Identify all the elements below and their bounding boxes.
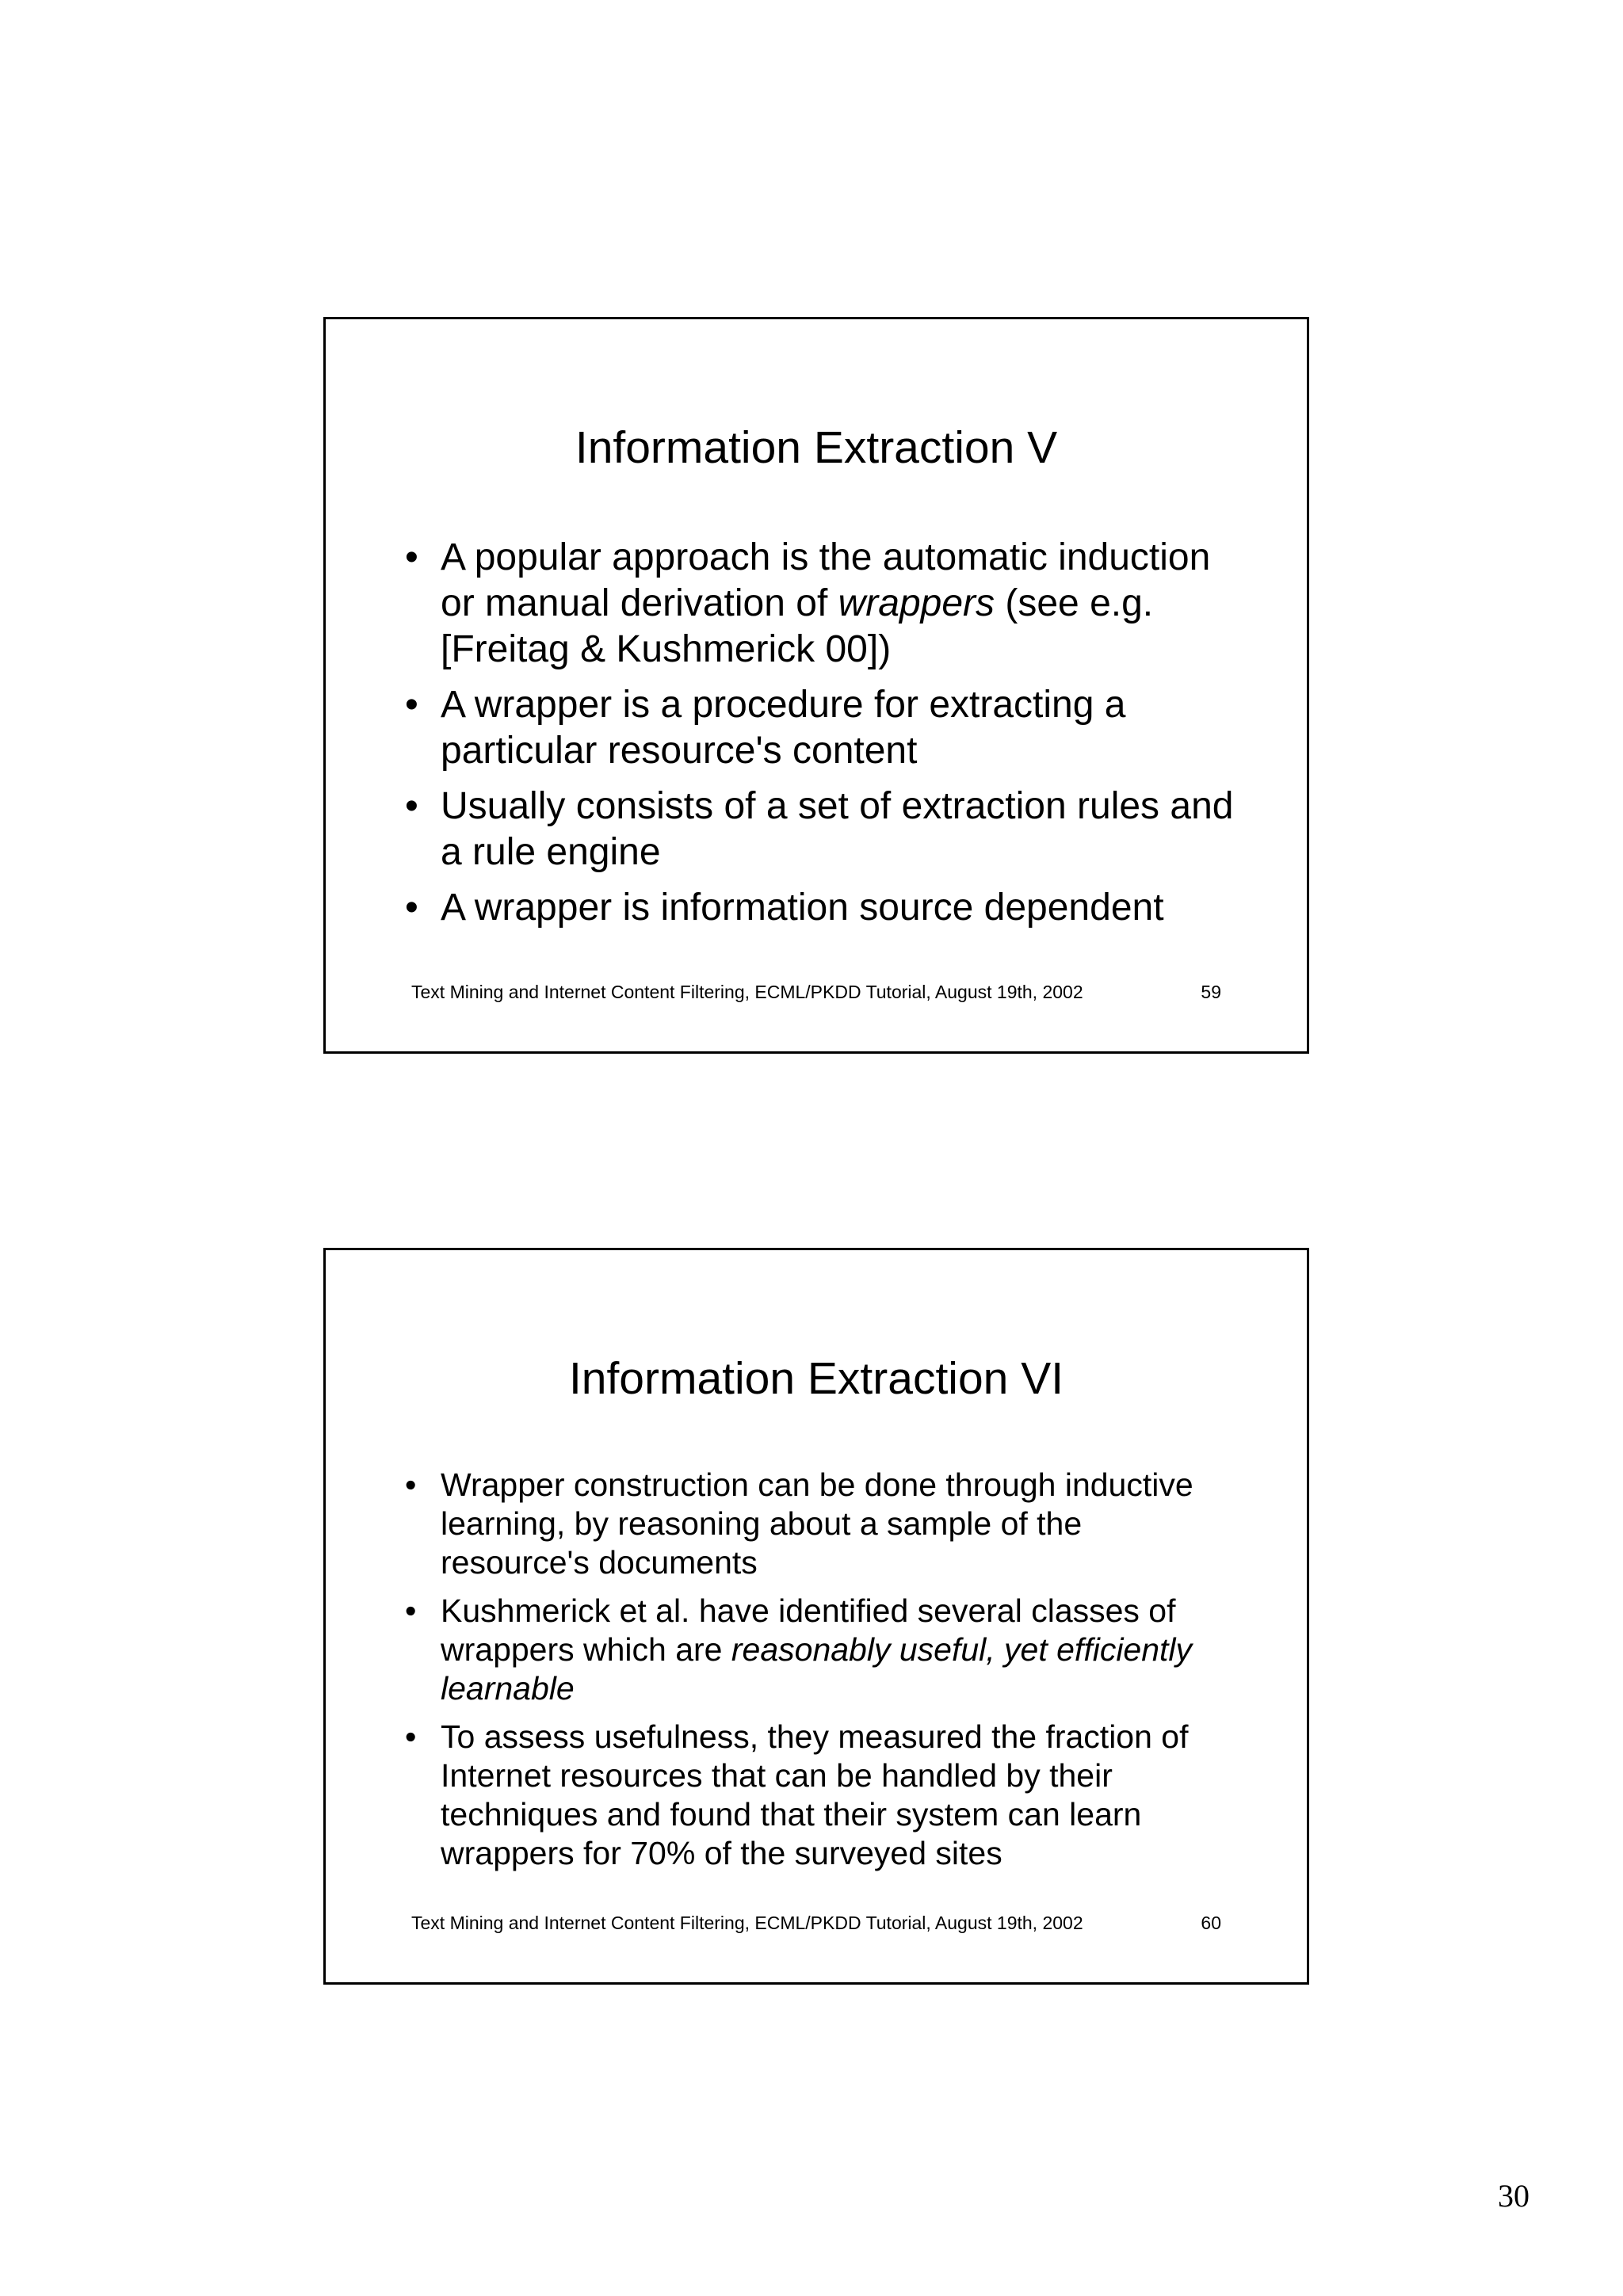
- bullet-text: A popular approach is the automatic induction or manual derivation of: [441, 536, 1211, 624]
- bullet-item: [405, 682, 1235, 774]
- bullet-item: [405, 535, 1235, 673]
- bullet-marker: •: [405, 1592, 417, 1629]
- bullet-text: Wrapper construction can be done through inductive learning, by reasoning about a sample of the resource's documents: [441, 1466, 1193, 1581]
- bullet-list: [405, 1466, 1235, 1882]
- bullet-text: A wrapper is information source dependent: [441, 887, 1164, 929]
- bullet-item: [405, 1718, 1235, 1873]
- bullet-text-italic: wrappers: [838, 582, 995, 624]
- bullet-text: Usually consists of a set of extraction rules and a rule engine: [441, 785, 1234, 873]
- bullet-marker: •: [405, 536, 418, 578]
- slide-title: Information Extraction VI: [568, 1353, 1064, 1404]
- bullet-item: [405, 885, 1235, 931]
- slide-59: [323, 317, 1309, 1054]
- footer-text: Text Mining and Internet Content Filtering, ECML/PKDD Tutorial, August 19th, 2002: [411, 1913, 1083, 1933]
- bullet-marker: •: [405, 1466, 417, 1503]
- bullet-marker: •: [405, 684, 418, 726]
- bullet-item: [405, 1466, 1235, 1582]
- bullet-marker: •: [405, 887, 418, 929]
- bullet-text-italic: reasonably useful, yet efficiently learnable: [441, 1631, 1193, 1707]
- slide-number: 59: [1201, 982, 1221, 1002]
- slide-number: 60: [1201, 1913, 1221, 1933]
- page-number: 30: [1498, 2178, 1529, 2214]
- bullet-list: [405, 535, 1235, 940]
- bullet-text: (see e.g. [Freitag & Kushmerick 00]): [441, 582, 1154, 670]
- footer-text: Text Mining and Internet Content Filtering, ECML/PKDD Tutorial, August 19th, 2002: [411, 982, 1083, 1002]
- bullet-marker: •: [405, 1718, 417, 1755]
- bullet-item: [405, 784, 1235, 875]
- bullet-text: To assess usefulness, they measured the fraction of Internet resources that can be handled by their techniques and found that their system can learn wrappers for 70% of the surveyed sites: [441, 1718, 1189, 1871]
- bullet-item: [405, 1592, 1235, 1708]
- bullet-marker: •: [405, 785, 418, 827]
- slide-title: Information Extraction V: [575, 422, 1058, 473]
- bullet-text: Kushmerick et al. have identified several classes of wrappers which are: [441, 1592, 1176, 1668]
- bullet-text: A wrapper is a procedure for extracting a particular resource's content: [441, 684, 1126, 772]
- slide-60: [323, 1248, 1309, 1985]
